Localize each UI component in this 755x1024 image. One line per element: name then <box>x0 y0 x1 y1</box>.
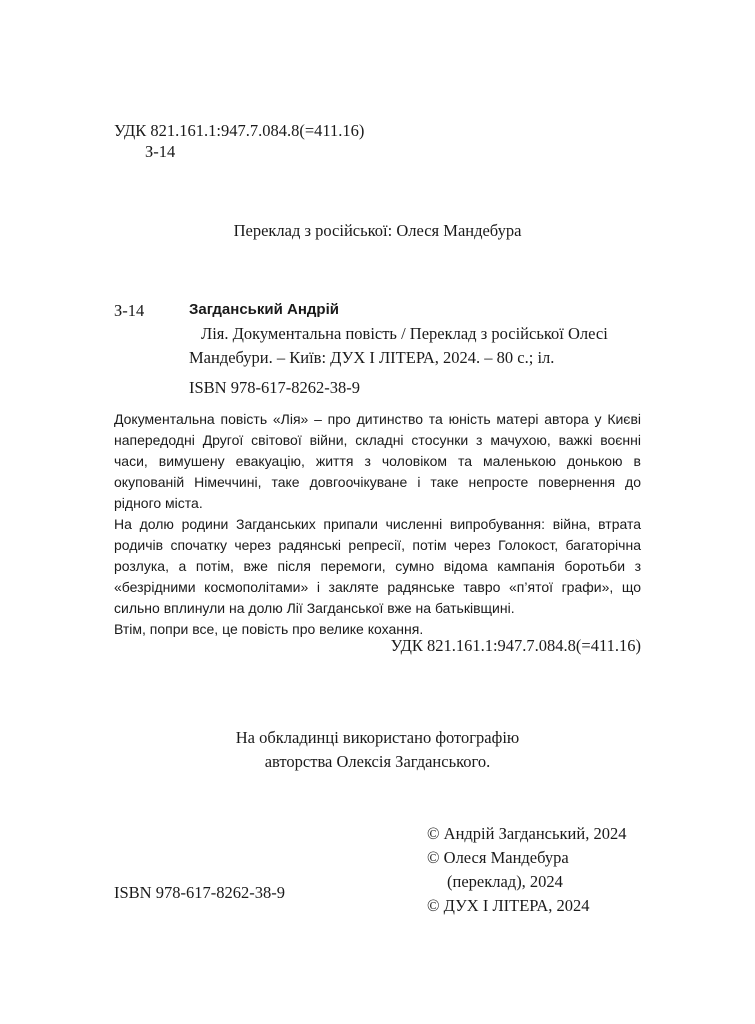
catalog-description-line2: Мандебури. – Київ: ДУХ І ЛІТЕРА, 2024. – 80 с.; іл. <box>189 348 555 367</box>
annotation <box>114 409 641 640</box>
cover-note-line1: На обкладинці використано фотографію <box>235 728 520 747</box>
annotation-paragraph: На долю родини Загданських припали численні випробування: війна, втрата родичів спочатку через радянські репресії, потім через Голокост, багаторічна розлука, а потім, вже після перемоги, сумно відома кампанія боротьби з «безрідними космополітами» і закляте радянське тавро «п’ятої графи», що сильно вплинули на долю Лії Загданської вже на батьківщині. <box>114 516 641 616</box>
isbn-footer: ISBN 978-617-8262-38-9 <box>114 883 285 902</box>
author-mark-header: З-14 <box>145 142 176 161</box>
catalog-author: Загданський Андрій <box>189 301 339 318</box>
copyright-translator-note: (переклад), 2024 <box>447 872 563 891</box>
cover-note-line2: авторства Олексія Загданського. <box>264 752 491 771</box>
copyright-block <box>427 822 626 918</box>
catalog-description-line1: Лія. Документальна повість / Переклад з російської Олесі <box>201 324 608 343</box>
cover-photo-note <box>0 726 755 774</box>
annotation-paragraph: Документальна повість «Лія» – про дитинство та юність матері автора у Києві напередодні Другої світової війни, складні стосунки з мачухою, важкі воєнні часи, вимушену евакуацію, життя з чоловіком та маленькою донькою в окупованій Німеччині, таке довгоочікуване і таке непросте повернення до рідного міста. <box>114 411 641 511</box>
catalog-isbn: ISBN 978-617-8262-38-9 <box>189 378 360 397</box>
annotation-paragraph: Втім, попри все, це повість про велике кохання. <box>114 621 424 637</box>
udk-code-annotation: УДК 821.161.1:947.7.084.8(=411.16) <box>390 636 641 655</box>
catalog-author-mark: З-14 <box>114 301 145 320</box>
copyright-publisher: © ДУХ І ЛІТЕРА, 2024 <box>427 896 590 915</box>
copyright-author: © Андрій Загданський, 2024 <box>427 824 627 843</box>
catalog-description <box>189 322 649 370</box>
translation-credit: Переклад з російської: Олеся Мандебура <box>233 221 522 240</box>
copyright-translator: © Олеся Мандебура <box>427 848 569 867</box>
udk-code-header: УДК 821.161.1:947.7.084.8(=411.16) <box>114 121 365 140</box>
